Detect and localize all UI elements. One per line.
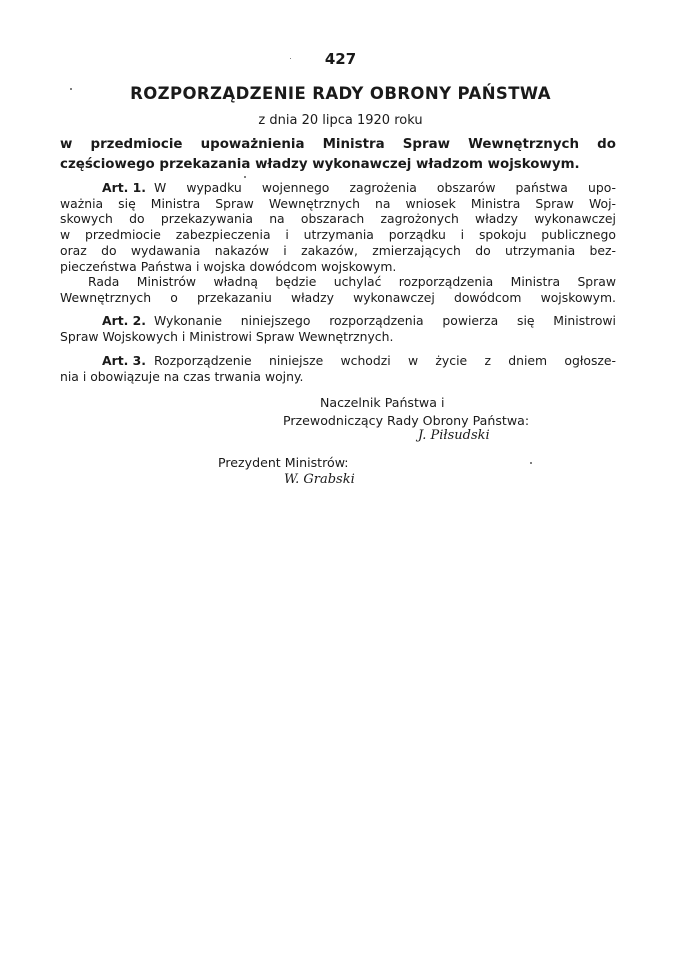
article-3-label: Art. 3. [102,353,146,368]
article-1 [60,180,616,306]
subject-word: Wewnętrznych [468,137,580,152]
article-1-line: skowych do przekazywania na obszarach zagrożonych władzy wykonawczej [60,211,616,227]
subject-word: upoważnienia [200,137,305,152]
scan-speck [290,58,291,59]
article-1-para-2: Wewnętrznych o przekazaniu władzy wykonawczej dowódcom wojskowym. [60,289,616,305]
article-2 [60,313,616,344]
subject-word: w [60,137,73,152]
document-date: z dnia 20 lipca 1920 roku [258,113,423,128]
article-2-line: Spraw Wojskowych i Ministrowi Spraw Wewnętrznych. [60,328,394,344]
page-number: 427 [324,50,357,68]
article-3 [60,353,616,384]
article-1-line: ważnia się Ministra Spraw Wewnętrznych na wniosek Ministra Spraw Woj- [60,195,616,211]
document-subject [60,135,616,175]
article-3-line: nia i obowiązuje na czas trwania wojny. [60,368,304,384]
article-1-line: pieczeństwa Państwa i wojska dowódcom wojskowym. [60,258,397,274]
signature-pm-name: W. Grabski [284,472,355,487]
article-1-line: oraz do wydawania nakazów i zakazów, zmierzających do utrzymania bez- [60,242,616,258]
article-3-line: Art. 3. Rozporządzenie niniejsze wchodzi w życie z dniem ogłosze- [102,353,616,368]
article-1-para-2: Rada Ministrów władną będzie uchylać rozporządzenia Ministra Spraw [88,274,616,290]
subject-word: do [597,137,616,152]
signature-pm-title: Prezydent Ministrów: [218,455,349,470]
article-2-line: Art. 2. Wykonanie niniejszego rozporządzenia powierza się Ministrowi [102,313,616,328]
article-1-label: Art. 1. [102,180,146,195]
article-1-text: W wypadku wojennego zagrożenia obszarów państwa upo- [153,180,616,195]
article-1-line: w przedmiocie zabezpieczenia i utrzymania porządku i spokoju publicznego [60,227,616,243]
scan-speck [530,462,532,464]
signature-head-name: J. Piłsudski [418,428,490,443]
subject-line-1 [60,135,616,155]
signature-head-line-2: Przewodniczący Rady Obrony Państwa: [283,413,530,428]
signature-head-line-1: Naczelnik Państwa i [320,395,445,410]
subject-word: przedmiocie [90,137,183,152]
subject-word: Ministra [322,137,385,152]
subject-word: Spraw [402,137,451,152]
article-1-line [60,180,616,196]
subject-line-2: częściowego przekazania władzy wykonawczej władzom wojskowym. [60,157,580,172]
document-title: ROZPORZĄDZENIE RADY OBRONY PAŃSTWA [130,84,551,103]
scan-speck [70,88,72,90]
scan-speck [244,176,246,178]
article-2-label: Art. 2. [102,313,146,328]
